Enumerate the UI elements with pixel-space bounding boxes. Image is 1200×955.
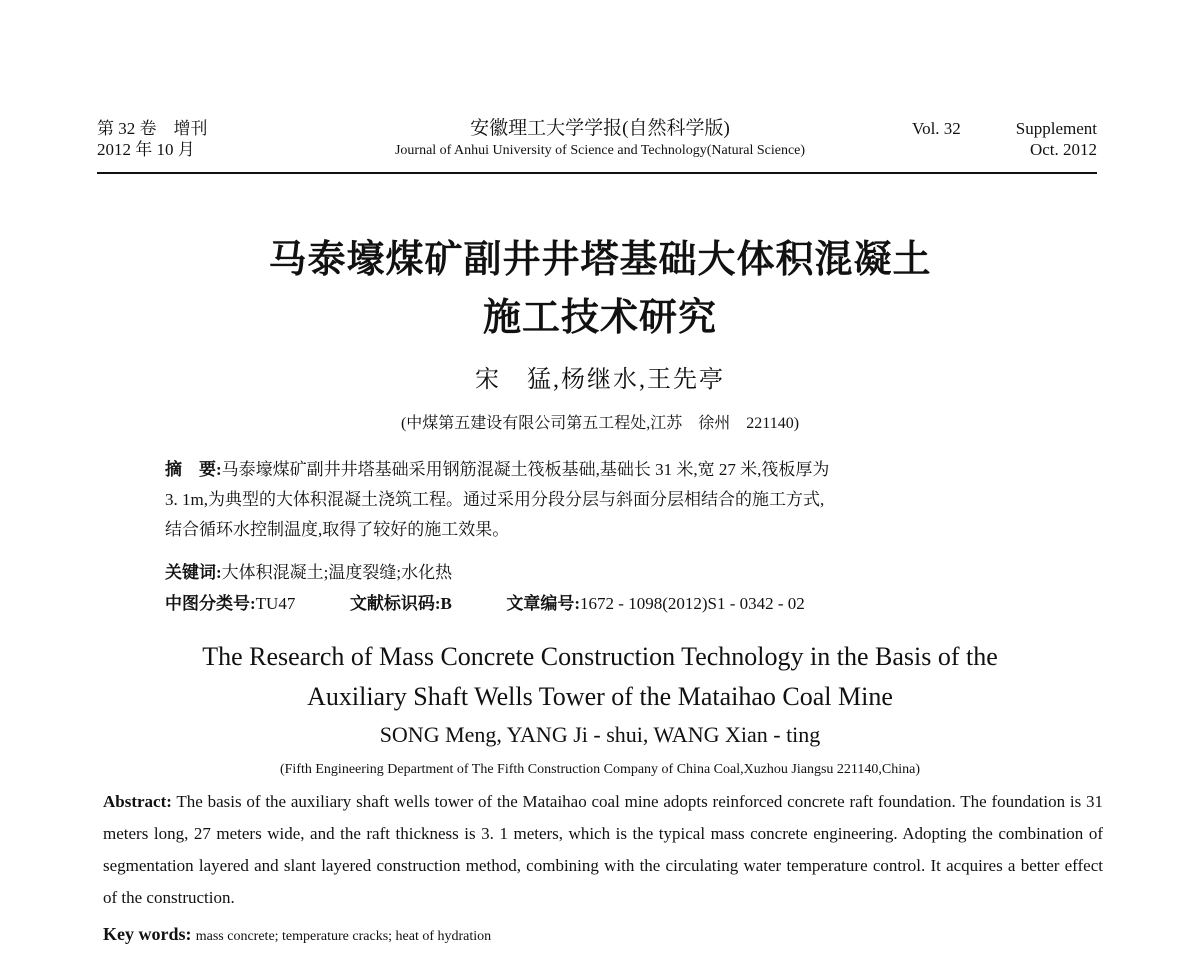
keywords-cn-text: 大体积混凝土;温度裂缝;水化热 — [221, 563, 453, 582]
volume-issue: 第 32 卷 增刊 — [97, 119, 208, 138]
clc-value: TU47 — [255, 594, 296, 613]
supplement-label: Supplement — [1015, 119, 1097, 138]
title-cn-line1: 马泰壕煤矿副井井塔基础大体积混凝土 — [268, 239, 932, 281]
abstract-cn-line1: 马泰壕煤矿副井井塔基础采用钢筋混凝土筏板基础,基础长 31 米,宽 27 米,筏板厚为 — [221, 460, 830, 479]
keywords-en — [103, 922, 491, 949]
affiliation-cn: (中煤第五建设有限公司第五工程处,江苏 徐州 221140) — [400, 415, 800, 432]
abstract-en-label: Abstract: — [103, 792, 172, 811]
keywords-en-text: mass concrete; temperature cracks; heat of hydration — [195, 929, 492, 944]
keywords-cn — [165, 561, 1065, 585]
classification-line — [165, 592, 805, 616]
abstract-cn-line2: 3. 1m,为典型的大体积混凝土浇筑工程。通过采用分段分层与斜面分层相结合的施工方式, — [165, 490, 825, 509]
authors-en: SONG Meng, YANG Ji - shui, WANG Xian - ting — [379, 722, 821, 747]
journal-name-cn: 安徽理工大学学报(自然科学版) — [470, 118, 730, 139]
title-cn-line2: 施工技术研究 — [482, 297, 717, 339]
abstract-en-text: The basis of the auxiliary shaft wells tower of the Mataihao coal mine adopts reinforced concrete raft foundation. The foundation is 31 meters long, 27 meters wide, and the raft thickness is 3. 1 meters, which is the typical mass concrete engineering. Adopting the combination of segmentation layered and slant layered construction method, combining with the circulating water temperature control. It acquires a better effect of the construction. — [103, 792, 1103, 907]
doc-code-value: B — [440, 594, 452, 613]
title-en-line2: Auxiliary Shaft Wells Tower of the Mataihao Coal Mine — [307, 682, 893, 711]
authors-cn: 宋 猛,杨继水,王先亭 — [475, 367, 725, 393]
clc-label: 中图分类号: — [165, 594, 256, 613]
volume-en: Vol. 32 — [912, 119, 961, 138]
title-en-line1: The Research of Mass Concrete Construction Technology in the Basis of the — [202, 642, 998, 671]
abstract-en — [103, 786, 1103, 914]
issue-date-en: Oct. 2012 — [1029, 140, 1097, 159]
journal-name-en: Journal of Anhui University of Science and Technology(Natural Science) — [394, 143, 806, 158]
affiliation-en: (Fifth Engineering Department of The Fifth Construction Company of China Coal,Xuzhou Jiangsu 221140,China) — [279, 762, 921, 777]
abstract-cn-line3: 结合循环水控制温度,取得了较好的施工效果。 — [165, 520, 510, 539]
article-no-value: 1672 - 1098(2012)S1 - 0342 - 02 — [580, 594, 805, 613]
keywords-en-label: Key words: — [103, 924, 192, 944]
issue-date-cn: 2012 年 10 月 — [97, 140, 195, 159]
abstract-cn — [165, 455, 1065, 545]
abstract-cn-label: 摘 要: — [165, 460, 222, 479]
article-no-label: 文章编号: — [506, 594, 581, 613]
keywords-cn-label: 关键词: — [165, 563, 222, 582]
doc-code-label: 文献标识码: — [349, 594, 441, 613]
header-rule — [97, 172, 1097, 174]
